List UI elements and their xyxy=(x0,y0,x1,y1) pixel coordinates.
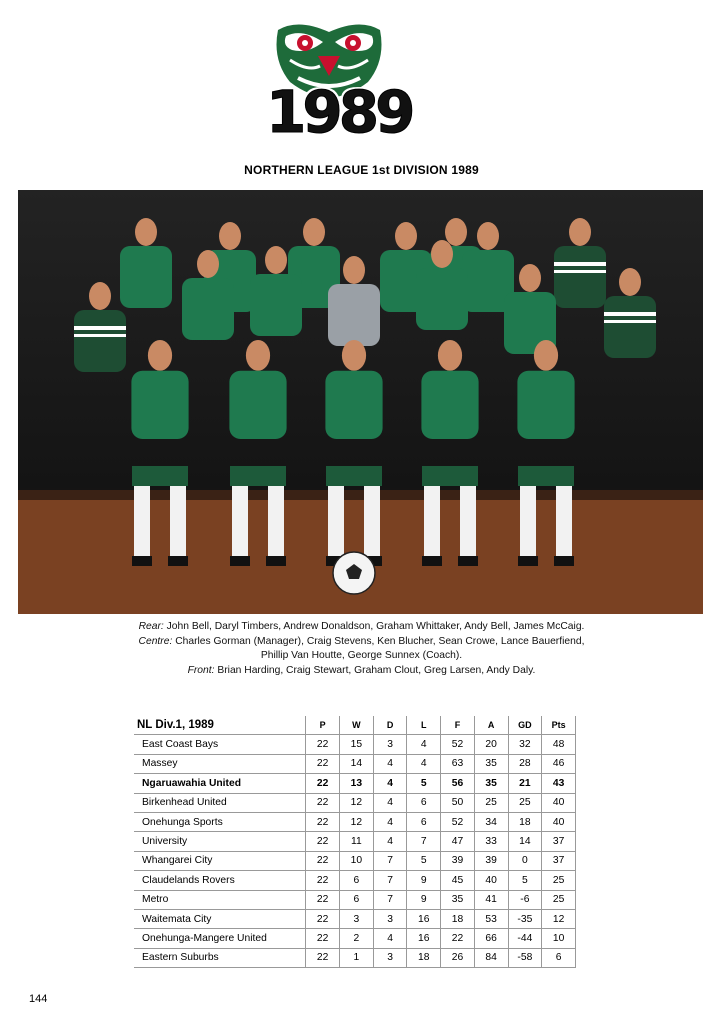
team-photo xyxy=(18,190,703,614)
stat-cell-pts: 25 xyxy=(542,890,576,909)
player-sock xyxy=(170,486,186,556)
stat-cell-l: 16 xyxy=(407,929,441,948)
stat-cell-d: 3 xyxy=(373,909,407,928)
team-name-cell: Claudelands Rovers xyxy=(134,871,306,890)
col-header: A xyxy=(474,716,508,735)
stat-cell-a: 25 xyxy=(474,793,508,812)
stat-cell-gd: 28 xyxy=(508,754,542,773)
stat-cell-pts: 37 xyxy=(542,832,576,851)
standings-table xyxy=(134,716,576,968)
stat-cell-w: 3 xyxy=(340,909,374,928)
stat-cell-a: 34 xyxy=(474,812,508,831)
stat-cell-f: 47 xyxy=(441,832,475,851)
stat-cell-l: 4 xyxy=(407,735,441,754)
table-row xyxy=(134,812,576,831)
table-row xyxy=(134,890,576,909)
stat-cell-gd: -58 xyxy=(508,948,542,967)
caption-front xyxy=(0,664,723,679)
stat-cell-a: 39 xyxy=(474,851,508,870)
track-stripe xyxy=(554,270,606,273)
stat-cell-f: 45 xyxy=(441,871,475,890)
stat-cell-gd: 32 xyxy=(508,735,542,754)
stat-cell-w: 11 xyxy=(340,832,374,851)
track-stripe xyxy=(74,326,126,330)
page-number: 144 xyxy=(29,993,48,1005)
stat-cell-w: 6 xyxy=(340,890,374,909)
stat-cell-d: 7 xyxy=(373,871,407,890)
caption-front-label: Front: xyxy=(187,664,215,676)
player-head xyxy=(265,246,287,274)
player-sock xyxy=(424,486,440,556)
stat-cell-f: 39 xyxy=(441,851,475,870)
player-shirt xyxy=(250,274,302,336)
stat-cell-pts: 40 xyxy=(542,793,576,812)
stat-cell-gd: 5 xyxy=(508,871,542,890)
stat-cell-w: 12 xyxy=(340,812,374,831)
stat-cell-d: 3 xyxy=(373,948,407,967)
photo-captions xyxy=(0,620,723,678)
stat-cell-f: 52 xyxy=(441,812,475,831)
stat-cell-gd: 25 xyxy=(508,793,542,812)
team-name-cell: Whangarei City xyxy=(134,851,306,870)
table-row xyxy=(134,754,576,773)
stat-cell-d: 4 xyxy=(373,832,407,851)
col-header: D xyxy=(373,716,407,735)
table-row xyxy=(134,871,576,890)
player-shirt xyxy=(120,246,172,308)
stat-cell-a: 35 xyxy=(474,774,508,793)
player-head xyxy=(219,222,241,250)
player-shirt xyxy=(416,268,468,330)
player-shirt xyxy=(74,310,126,372)
stat-cell-d: 4 xyxy=(373,774,407,793)
player-boot xyxy=(230,556,250,566)
stat-cell-l: 5 xyxy=(407,774,441,793)
col-header: GD xyxy=(508,716,542,735)
logo-year: 1989 xyxy=(266,78,412,146)
stat-cell-pts: 12 xyxy=(542,909,576,928)
stat-cell-d: 7 xyxy=(373,890,407,909)
stat-cell-a: 40 xyxy=(474,871,508,890)
player-sock xyxy=(134,486,150,556)
stat-cell-d: 4 xyxy=(373,754,407,773)
stat-cell-d: 4 xyxy=(373,812,407,831)
stat-cell-p: 22 xyxy=(306,754,340,773)
stat-cell-f: 56 xyxy=(441,774,475,793)
stat-cell-p: 22 xyxy=(306,948,340,967)
player-boot xyxy=(422,556,442,566)
stat-cell-l: 18 xyxy=(407,948,441,967)
player-head xyxy=(395,222,417,250)
player-shorts xyxy=(326,466,382,486)
player-sock xyxy=(460,486,476,556)
stat-cell-f: 50 xyxy=(441,793,475,812)
stat-cell-w: 1 xyxy=(340,948,374,967)
stat-cell-f: 35 xyxy=(441,890,475,909)
caption-centre-names: Charles Gorman (Manager), Craig Stevens, Ken Blucher, Sean Crowe, Lance Bauerfiend, xyxy=(175,635,585,647)
table-title: NL Div.1, 1989 xyxy=(137,719,214,732)
stat-cell-a: 84 xyxy=(474,948,508,967)
col-header: F xyxy=(441,716,475,735)
team-name-cell: Massey xyxy=(134,754,306,773)
player-boot xyxy=(458,556,478,566)
stat-cell-f: 63 xyxy=(441,754,475,773)
stat-cell-a: 33 xyxy=(474,832,508,851)
player-sock xyxy=(556,486,572,556)
stat-cell-d: 4 xyxy=(373,929,407,948)
col-header: L xyxy=(407,716,441,735)
stat-cell-a: 20 xyxy=(474,735,508,754)
player-head xyxy=(89,282,111,310)
col-header: W xyxy=(340,716,374,735)
player-head xyxy=(619,268,641,296)
stat-cell-pts: 10 xyxy=(542,929,576,948)
stat-cell-gd: -44 xyxy=(508,929,542,948)
player-boot xyxy=(266,556,286,566)
player-boot xyxy=(554,556,574,566)
stat-cell-gd: -35 xyxy=(508,909,542,928)
table-row xyxy=(134,948,576,967)
table-row xyxy=(134,735,576,754)
stat-cell-pts: 48 xyxy=(542,735,576,754)
floor-edge xyxy=(18,490,703,500)
player-head xyxy=(477,222,499,250)
stat-cell-w: 12 xyxy=(340,793,374,812)
player-head xyxy=(519,264,541,292)
team-name-cell: Onehunga Sports xyxy=(134,812,306,831)
player-head xyxy=(438,340,462,371)
stat-cell-pts: 37 xyxy=(542,851,576,870)
stat-cell-gd: -6 xyxy=(508,890,542,909)
caption-centre-label: Centre: xyxy=(138,635,173,647)
col-header: P xyxy=(306,716,340,735)
team-name-cell: Metro xyxy=(134,890,306,909)
stat-cell-pts: 25 xyxy=(542,871,576,890)
table-row xyxy=(134,851,576,870)
track-stripe xyxy=(604,320,656,323)
stat-cell-f: 18 xyxy=(441,909,475,928)
team-photo-illustration xyxy=(18,190,703,614)
track-stripe xyxy=(74,334,126,337)
stat-cell-w: 2 xyxy=(340,929,374,948)
table-row xyxy=(134,832,576,851)
player-boot xyxy=(168,556,188,566)
team-name-cell: East Coast Bays xyxy=(134,735,306,754)
stat-cell-w: 13 xyxy=(340,774,374,793)
player-boot xyxy=(132,556,152,566)
player-shirt xyxy=(421,371,478,439)
stat-cell-p: 22 xyxy=(306,890,340,909)
stat-cell-w: 10 xyxy=(340,851,374,870)
team-name-cell: Birkenhead United xyxy=(134,793,306,812)
player-shorts xyxy=(230,466,286,486)
player-head xyxy=(303,218,325,246)
player-sock xyxy=(520,486,536,556)
player-shorts xyxy=(518,466,574,486)
col-header: Pts xyxy=(542,716,576,735)
player-head xyxy=(148,340,172,371)
player-shirt xyxy=(554,246,606,308)
stat-cell-gd: 0 xyxy=(508,851,542,870)
stat-cell-p: 22 xyxy=(306,832,340,851)
stat-cell-p: 22 xyxy=(306,929,340,948)
table-row xyxy=(134,774,576,793)
caption-rear xyxy=(0,620,723,635)
stat-cell-p: 22 xyxy=(306,774,340,793)
stat-cell-pts: 6 xyxy=(542,948,576,967)
player-head xyxy=(342,340,366,371)
stat-cell-pts: 40 xyxy=(542,812,576,831)
player-head xyxy=(197,250,219,278)
stat-cell-a: 53 xyxy=(474,909,508,928)
stat-cell-gd: 21 xyxy=(508,774,542,793)
stat-cell-p: 22 xyxy=(306,735,340,754)
player-sock xyxy=(268,486,284,556)
stat-cell-d: 4 xyxy=(373,793,407,812)
player-head xyxy=(431,240,453,268)
stat-cell-l: 4 xyxy=(407,754,441,773)
table-row xyxy=(134,909,576,928)
player-head xyxy=(246,340,270,371)
caption-rear-label: Rear: xyxy=(138,621,164,632)
stat-cell-l: 9 xyxy=(407,871,441,890)
table-header-row xyxy=(134,716,576,735)
caption-centre-cont: Phillip Van Houtte, George Sunnex (Coach). xyxy=(260,650,463,661)
stat-cell-p: 22 xyxy=(306,871,340,890)
track-stripe xyxy=(554,262,606,266)
player-sock xyxy=(328,486,344,556)
stat-cell-l: 7 xyxy=(407,832,441,851)
stat-cell-a: 41 xyxy=(474,890,508,909)
stat-cell-a: 66 xyxy=(474,929,508,948)
stat-cell-gd: 18 xyxy=(508,812,542,831)
stat-cell-p: 22 xyxy=(306,909,340,928)
stat-cell-p: 22 xyxy=(306,793,340,812)
player-boot xyxy=(518,556,538,566)
stat-cell-pts: 46 xyxy=(542,754,576,773)
stat-cell-l: 6 xyxy=(407,812,441,831)
player-shirt xyxy=(229,371,286,439)
table-row xyxy=(134,929,576,948)
player-head xyxy=(343,256,365,284)
player-head xyxy=(569,218,591,246)
team-name-cell: Onehunga-Mangere United xyxy=(134,929,306,948)
stat-cell-a: 35 xyxy=(474,754,508,773)
player-head xyxy=(534,340,558,371)
stat-cell-p: 22 xyxy=(306,851,340,870)
page-title: NORTHERN LEAGUE 1st DIVISION 1989 xyxy=(244,163,479,177)
player-shirt xyxy=(182,278,234,340)
track-stripe xyxy=(604,312,656,316)
team-name-cell: University xyxy=(134,832,306,851)
stat-cell-w: 14 xyxy=(340,754,374,773)
stat-cell-gd: 14 xyxy=(508,832,542,851)
player-sock xyxy=(364,486,380,556)
caption-front-names: Brian Harding, Craig Stewart, Graham Clout, Greg Larsen, Andy Daly. xyxy=(217,664,536,676)
floor xyxy=(18,490,703,614)
stat-cell-d: 3 xyxy=(373,735,407,754)
player-head xyxy=(135,218,157,246)
player-shirt xyxy=(325,371,382,439)
stat-cell-f: 26 xyxy=(441,948,475,967)
stat-cell-l: 9 xyxy=(407,890,441,909)
player-shorts xyxy=(132,466,188,486)
team-name-cell: Eastern Suburbs xyxy=(134,948,306,967)
player-head xyxy=(445,218,467,246)
stat-cell-d: 7 xyxy=(373,851,407,870)
team-name-cell: Ngaruawahia United xyxy=(134,774,306,793)
league-table xyxy=(134,716,576,968)
team-name-cell: Waitemata City xyxy=(134,909,306,928)
stat-cell-l: 16 xyxy=(407,909,441,928)
stat-cell-w: 15 xyxy=(340,735,374,754)
player-sock xyxy=(232,486,248,556)
player-shirt xyxy=(131,371,188,439)
player-shirt xyxy=(328,284,380,346)
caption-centre xyxy=(0,635,723,650)
player-shorts xyxy=(422,466,478,486)
stat-cell-pts: 43 xyxy=(542,774,576,793)
stat-cell-f: 22 xyxy=(441,929,475,948)
stat-cell-l: 5 xyxy=(407,851,441,870)
stat-cell-f: 52 xyxy=(441,735,475,754)
stat-cell-w: 6 xyxy=(340,871,374,890)
stat-cell-p: 22 xyxy=(306,812,340,831)
stat-cell-l: 6 xyxy=(407,793,441,812)
player-shirt xyxy=(517,371,574,439)
player-shirt xyxy=(604,296,656,358)
table-row xyxy=(134,793,576,812)
caption-rear-names: John Bell, Daryl Timbers, Andrew Donaldson, Graham Whittaker, Andy Bell, James McCaig. xyxy=(166,621,585,632)
